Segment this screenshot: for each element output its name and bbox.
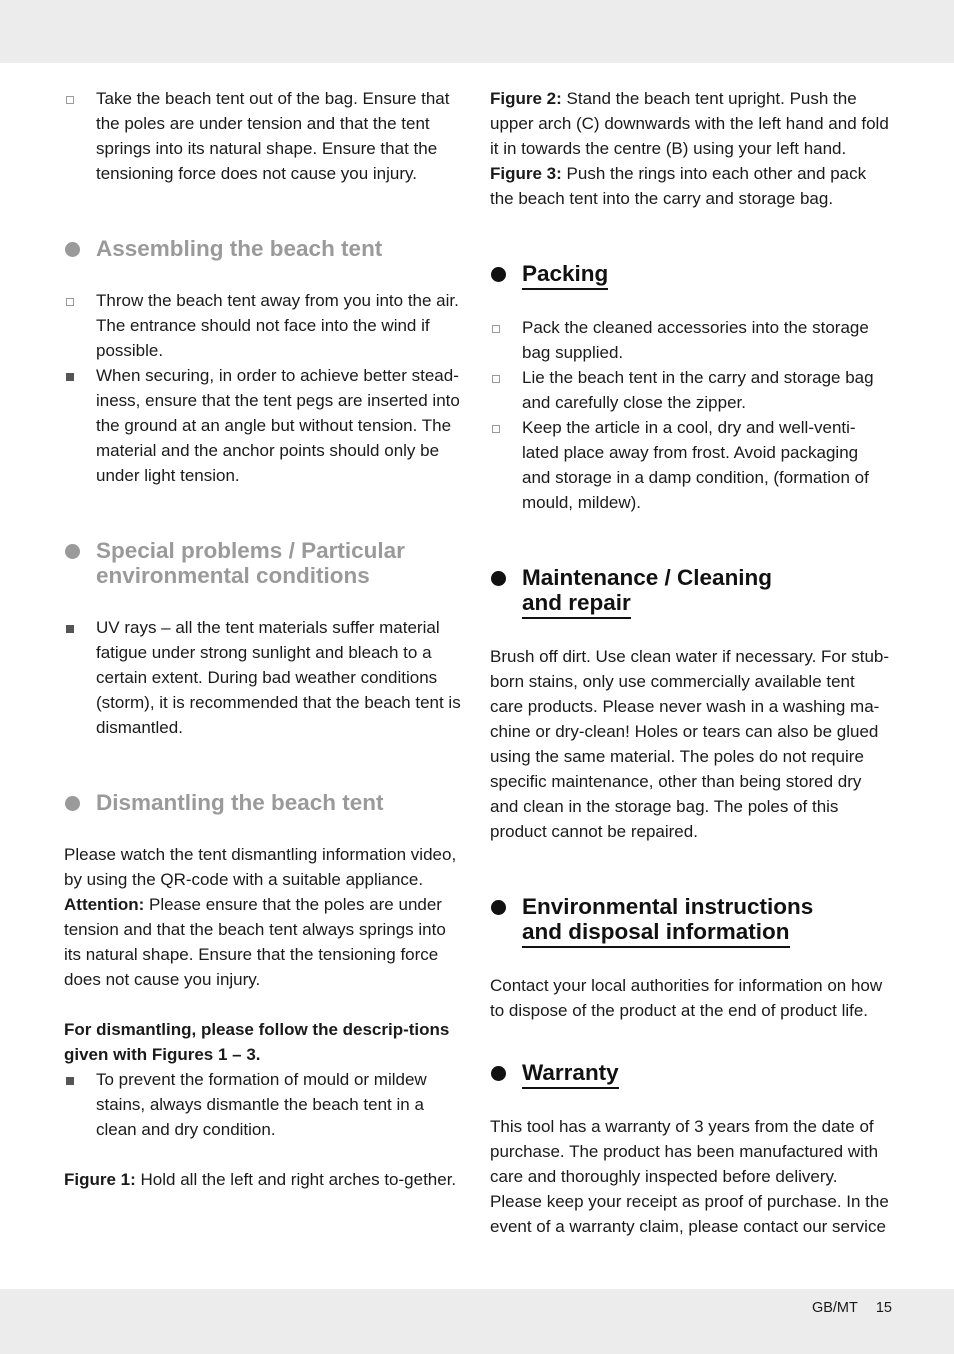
circle-bullet-icon xyxy=(65,796,80,811)
circle-bullet-icon xyxy=(65,242,80,257)
bottom-band xyxy=(0,1289,954,1354)
right-column xyxy=(490,86,890,1239)
filled-square-bullet-icon xyxy=(66,373,74,381)
list-item: Lie the beach tent in the carry and storage bag and carefully close the zipper. xyxy=(490,365,890,415)
open-square-bullet-icon xyxy=(492,325,500,333)
language-code: GB/MT xyxy=(811,1300,858,1316)
dismantling-instruction: For dismantling, please follow the descrip-tions given with Figures 1 – 3. xyxy=(64,1020,450,1064)
open-square-bullet-icon xyxy=(492,375,500,383)
list-item: Take the beach tent out of the bag. Ensure that the poles are under tension and that the tent springs into its natural shape. Ensure that the tensioning force does not cause you injury. xyxy=(64,86,464,186)
list-item: When securing, in order to achieve better stead-iness, ensure that the tent pegs are inserted into the ground at an angle but without tension. The material and the anchor points should only be under light tension. xyxy=(64,363,464,488)
environmental-paragraph: Contact your local authorities for information on how to dispose of the product at the end of product life. xyxy=(490,976,883,1020)
section-heading-maintenance: Maintenance / Cleaning and repair xyxy=(490,565,890,619)
dismantling-paragraph: Please watch the tent dismantling information video, by using the QR-code with a suitable appliance. Attention: Please ensure that the poles are under tension and that the beach tent always springs into its natural shape. Ensure that the tensioning force does not cause you injury. xyxy=(64,845,457,989)
filled-square-bullet-icon xyxy=(66,1077,74,1085)
circle-bullet-icon xyxy=(65,544,80,559)
list-item: To prevent the formation of mould or mildew stains, always dismantle the beach tent in a clean and dry condition. xyxy=(64,1067,464,1142)
warranty-paragraph: This tool has a warranty of 3 years from the date of purchase. The product has been manufactured with care and thoroughly inspected before delivery. Please keep your receipt as proof of purchase. In the event of a warranty claim, please contact our service xyxy=(490,1117,889,1236)
list-item: UV rays – all the tent materials suffer material fatigue under strong sunlight and bleach to a certain extent. During bad weather conditions (storm), it is recommended that the beach tent is dismantled. xyxy=(64,615,464,740)
open-square-bullet-icon xyxy=(66,96,74,104)
section-heading-assembling: Assembling the beach tent xyxy=(64,236,464,261)
list-item: Pack the cleaned accessories into the storage bag supplied. xyxy=(490,315,890,365)
page-number: 15 xyxy=(875,1300,892,1316)
figure-2-caption: Figure 2: Stand the beach tent upright. Push the upper arch (C) downwards with the left hand and fold it in towards the centre (B) using your left hand. Figure 3: Push the rings into each other and pack the beach tent into the carry and storage bag. xyxy=(490,89,889,208)
section-heading-dismantling: Dismantling the beach tent xyxy=(64,790,464,815)
list-item: Keep the article in a cool, dry and well-venti-lated place away from frost. Avoid packaging and storage in a damp condition, (formation of mould, mildew). xyxy=(490,415,890,515)
section-heading-warranty: Warranty xyxy=(490,1060,890,1089)
circle-bullet-icon xyxy=(491,900,506,915)
section-heading-special: Special problems / Particular environmental conditions xyxy=(64,538,464,588)
open-square-bullet-icon xyxy=(66,298,74,306)
page-footer xyxy=(812,1300,892,1316)
top-band xyxy=(0,0,954,63)
figure-1-caption: Figure 1: Hold all the left and right arches to-gether. xyxy=(64,1170,457,1189)
filled-square-bullet-icon xyxy=(66,625,74,633)
circle-bullet-icon xyxy=(491,267,506,282)
circle-bullet-icon xyxy=(491,571,506,586)
left-column xyxy=(64,86,464,1192)
circle-bullet-icon xyxy=(491,1066,506,1081)
maintenance-paragraph: Brush off dirt. Use clean water if necessary. For stub-born stains, only use commercially available tent care products. Please never wash in a washing ma-chine or dry-clean! Holes or tears can also be glued using the same material. The poles do not require specific maintenance, other than being stored dry and clean in the storage bag. The poles of this product cannot be repaired. xyxy=(490,647,890,841)
open-square-bullet-icon xyxy=(492,425,500,433)
list-item: Throw the beach tent away from you into the air. The entrance should not face into the wind if possible. xyxy=(64,288,464,363)
section-heading-environmental: Environmental instructions and disposal information xyxy=(490,894,890,948)
section-heading-packing: Packing xyxy=(490,261,890,290)
